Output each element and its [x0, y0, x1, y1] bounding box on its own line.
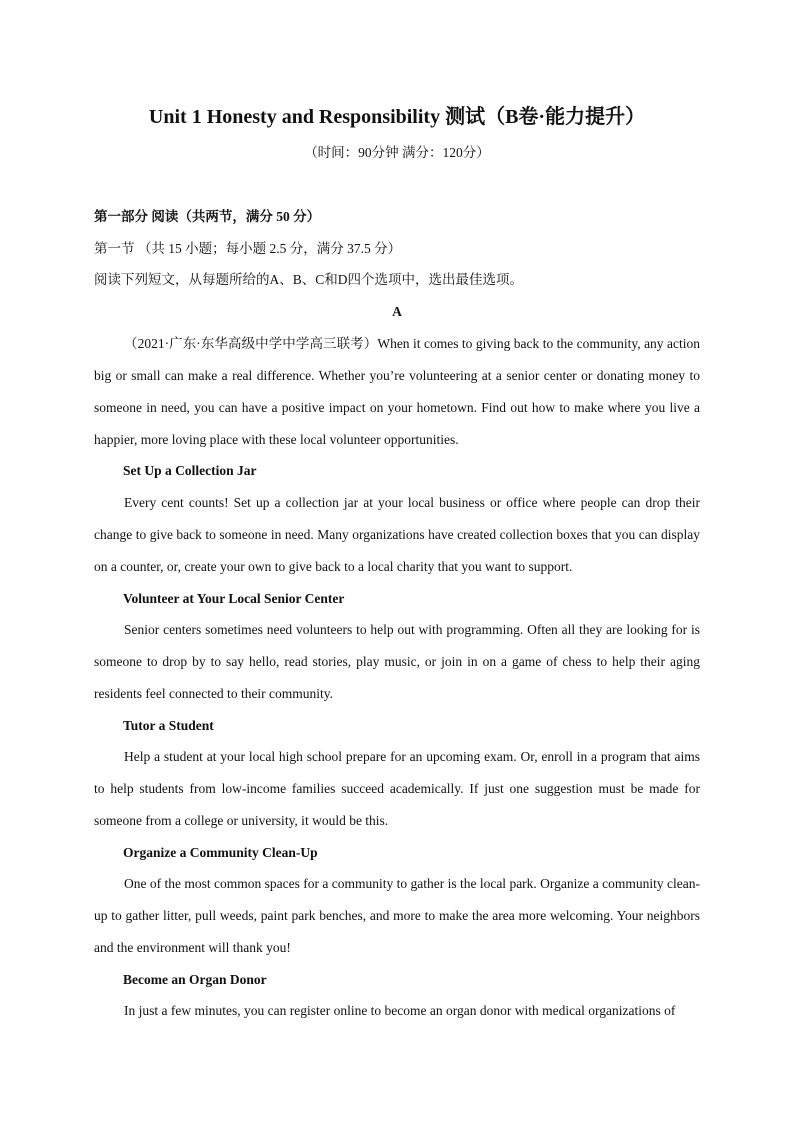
- section-heading-senior-center: Volunteer at Your Local Senior Center: [123, 591, 345, 606]
- section-heading-clean-up: Organize a Community Clean-Up: [123, 845, 318, 860]
- section-heading: 第一节 （共 15 小题；每小题 2.5 分，满分 37.5 分）: [94, 241, 402, 256]
- section-text-collection-jar: Every cent counts! Set up a collection jar at your local business or office where people can drop their change to give back to someone in need. Many organizations have created collection boxes that you can display on a counter, or, create your own to give back to a local charity that you want to support.: [94, 495, 700, 574]
- passage-intro: （2021·广东·东华高级中学中学高三联考）When it comes to giving back to the community, any action big or small can make a real difference. Whether you’re volunteering at a senior center or donating money to someone in need, you can have a positive impact on your hometown. Find out how to make where you live a happier, more loving place with these local volunteer opportunities.: [94, 336, 700, 447]
- part-heading: 第一部分 阅读（共两节，满分 50 分）: [94, 209, 321, 224]
- exam-info: （时间：90分钟 满分：120分）: [304, 145, 490, 160]
- section-text-clean-up: One of the most common spaces for a community to gather is the local park. Organize a community clean-up to gather litter, pull weeds, paint park benches, and more to make the area more welcoming. Your neighbors and the environment will thank you!: [94, 876, 700, 955]
- passage-label: A: [392, 304, 402, 319]
- section-heading-collection-jar: Set Up a Collection Jar: [123, 463, 257, 478]
- section-heading-organ-donor: Become an Organ Donor: [123, 972, 267, 987]
- instruction-text: 阅读下列短文，从每题所给的A、B、C和D四个选项中，选出最佳选项。: [94, 272, 524, 287]
- section-text-senior-center: Senior centers sometimes need volunteers to help out with programming. Often all they are looking for is someone to drop by to say hello, read stories, play music, or join in on a game of chess to help their aging residents feel connected to their community.: [94, 622, 700, 701]
- page-title: Unit 1 Honesty and Responsibility 测试（B卷·能力提升）: [148, 106, 646, 128]
- section-text-tutor: Help a student at your local high school prepare for an upcoming exam. Or, enroll in a program that aims to help students from low-income families succeed academically. If just one suggestion must be made for someone from a college or university, it would be this.: [94, 749, 700, 828]
- section-heading-tutor: Tutor a Student: [123, 718, 214, 733]
- section-text-organ-donor: In just a few minutes, you can register online to become an organ donor with medical organizations of: [124, 1003, 676, 1018]
